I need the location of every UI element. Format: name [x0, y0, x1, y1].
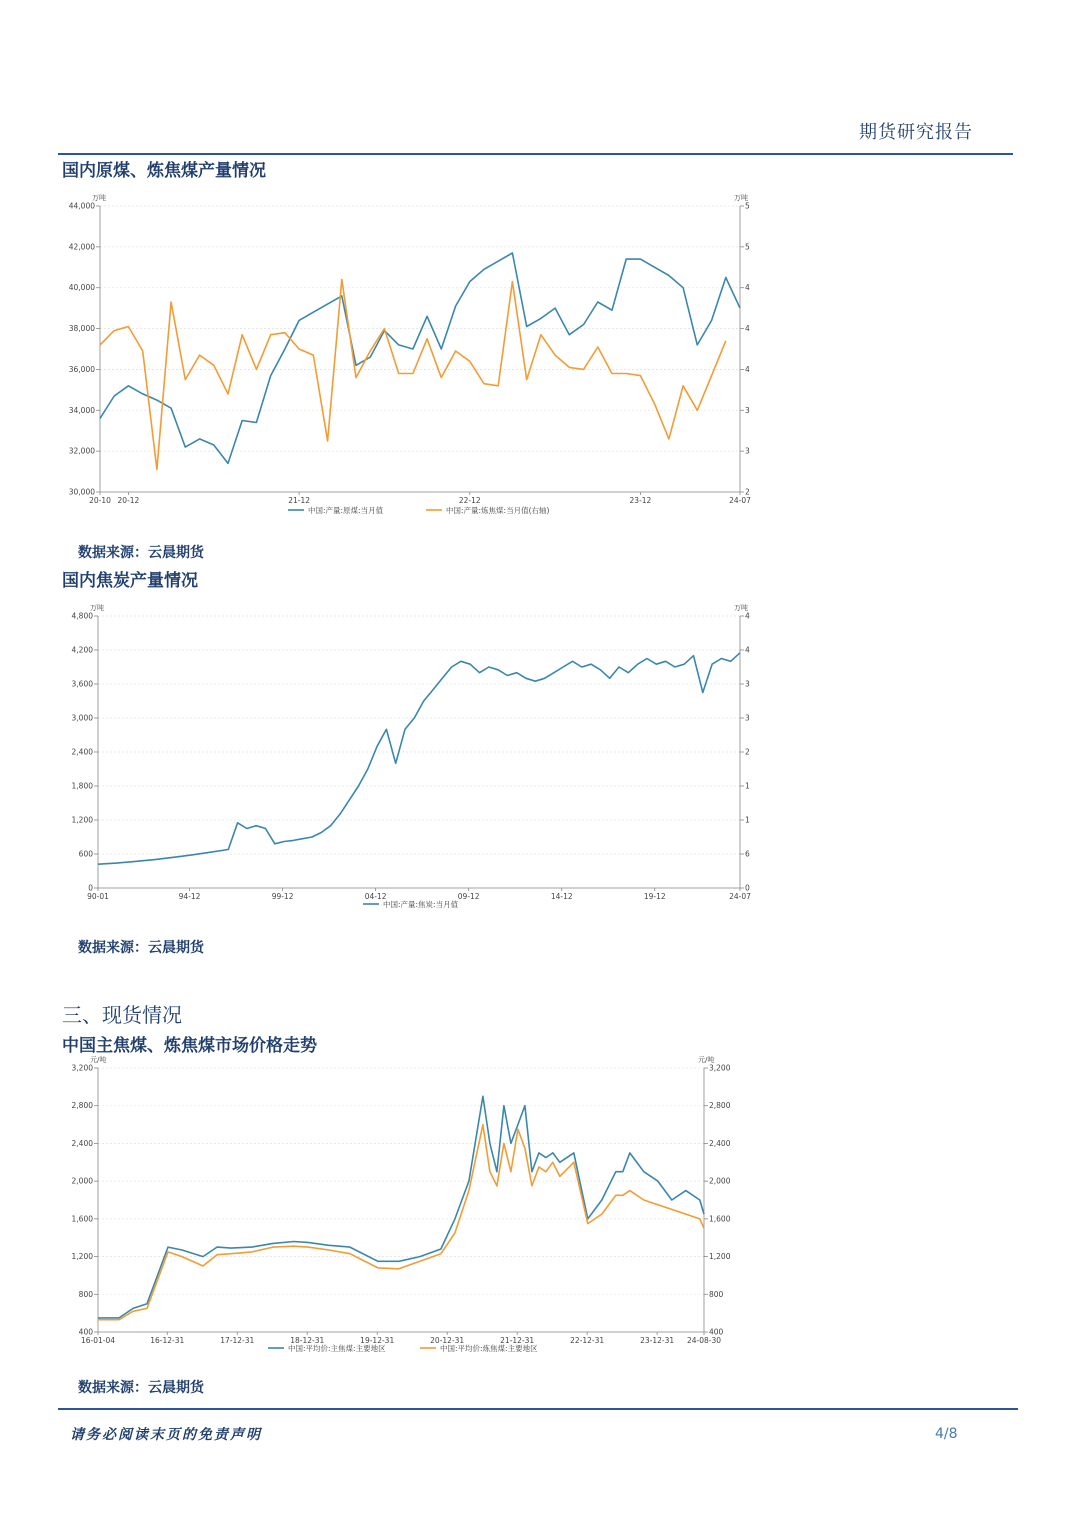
- disclaimer-note: 请务必阅读末页的免责声明: [70, 1427, 262, 1443]
- right-tick-label: 4: [745, 611, 750, 621]
- header-divider: [58, 153, 1013, 155]
- x-tick-label: 09-12: [457, 892, 480, 901]
- y-tick-label: 1,600: [71, 1214, 93, 1224]
- right-tick-label: 2,000: [709, 1176, 731, 1186]
- y-tick-label: 44,000: [68, 201, 95, 211]
- right-tick-label: 1,200: [709, 1252, 731, 1262]
- right-tick-label: 3: [745, 405, 750, 415]
- coal-price-chart: [58, 1053, 758, 1365]
- right-tick-label: 3: [745, 713, 750, 723]
- series-line: [98, 653, 740, 864]
- right-tick-label: 4: [745, 283, 750, 293]
- left-axis-unit: 元/吨: [90, 1056, 107, 1064]
- legend-label: 中国:平均价:炼焦煤:主要地区: [440, 1344, 538, 1353]
- y-tick-label: 2,000: [71, 1176, 93, 1186]
- chart3-source: 数据来源：云晨期货: [78, 1380, 204, 1396]
- x-tick-label: 21-12-31: [500, 1336, 535, 1345]
- x-tick-label: 19-12-31: [360, 1336, 395, 1345]
- right-tick-label: 0: [745, 883, 750, 893]
- y-tick-label: 42,000: [68, 242, 95, 252]
- right-tick-label: 4: [745, 364, 750, 374]
- x-tick-label: 19-12: [643, 892, 666, 901]
- right-tick-label: 400: [709, 1327, 724, 1337]
- x-tick-label: 23-12: [629, 496, 652, 505]
- x-tick-label: 20-12: [117, 496, 140, 505]
- y-tick-label: 40,000: [68, 283, 95, 293]
- legend-label: 中国:平均价:主焦煤:主要地区: [288, 1344, 386, 1353]
- y-tick-label: 0: [88, 883, 93, 893]
- x-tick-label: 16-12-31: [150, 1336, 185, 1345]
- right-tick-label: 2,400: [709, 1138, 731, 1148]
- left-axis-unit: 万吨: [92, 194, 106, 202]
- coke-output-chart: [58, 600, 758, 920]
- x-tick-label: 20-10: [89, 496, 111, 505]
- x-tick-label: 24-07: [729, 496, 751, 505]
- y-tick-label: 30,000: [68, 487, 95, 497]
- right-tick-label: 3,200: [709, 1063, 731, 1073]
- y-tick-label: 3,200: [71, 1063, 93, 1073]
- x-tick-label: 23-12-31: [640, 1336, 675, 1345]
- chart-svg: [58, 600, 758, 920]
- right-tick-label: 5: [745, 201, 750, 211]
- x-tick-label: 90-01: [87, 892, 109, 901]
- series-line: [100, 280, 726, 470]
- x-tick-label: 24-08-30: [686, 1336, 722, 1345]
- right-tick-label: 3: [745, 679, 750, 689]
- y-tick-label: 4,800: [71, 611, 93, 621]
- y-tick-label: 600: [78, 849, 93, 859]
- right-tick-label: 2,800: [709, 1101, 731, 1111]
- y-tick-label: 2,400: [71, 747, 93, 757]
- legend-label: 中国:产量:原煤:当月值: [308, 506, 384, 515]
- x-tick-label: 14-12: [550, 892, 573, 901]
- y-tick-label: 400: [78, 1327, 93, 1337]
- legend-label: 中国:产量:炼焦煤:当月值(右轴): [446, 506, 550, 515]
- right-tick-label: 3: [745, 446, 750, 456]
- y-tick-label: 1,800: [71, 781, 93, 791]
- x-tick-label: 21-12: [288, 496, 311, 505]
- series-line: [98, 1096, 704, 1318]
- y-tick-label: 2,800: [71, 1101, 93, 1111]
- right-tick-label: 1: [745, 815, 750, 825]
- chart2-source: 数据来源：云晨期货: [78, 940, 204, 956]
- right-tick-label: 4: [745, 324, 750, 334]
- y-tick-label: 800: [78, 1289, 93, 1299]
- footer-divider: [58, 1408, 1018, 1410]
- right-axis-unit: 元/吨: [698, 1056, 715, 1064]
- chart1-source: 数据来源：云晨期货: [78, 545, 204, 561]
- left-axis-unit: 万吨: [90, 604, 104, 612]
- right-tick-label: 5: [745, 242, 750, 252]
- y-tick-label: 3,600: [71, 679, 93, 689]
- x-tick-label: 18-12-31: [290, 1336, 325, 1345]
- right-tick-label: 4: [745, 645, 750, 655]
- y-tick-label: 2,400: [71, 1138, 93, 1148]
- y-tick-label: 34,000: [68, 405, 95, 415]
- x-tick-label: 04-12: [364, 892, 387, 901]
- x-tick-label: 99-12: [271, 892, 294, 901]
- legend-label: 中国:产量:焦炭:当月值: [383, 900, 459, 909]
- coal-output-chart: [58, 190, 758, 525]
- x-tick-label: 94-12: [178, 892, 201, 901]
- series-line: [98, 1125, 704, 1320]
- right-axis-unit: 万吨: [734, 604, 748, 612]
- y-tick-label: 1,200: [71, 1252, 93, 1262]
- x-tick-label: 22-12: [458, 496, 481, 505]
- page-number: 4/8: [935, 1426, 958, 1442]
- y-tick-label: 4,200: [71, 645, 93, 655]
- x-tick-label: 17-12-31: [220, 1336, 255, 1345]
- chart3-title: 中国主焦煤、炼焦煤市场价格走势: [62, 1036, 317, 1056]
- right-tick-label: 1,600: [709, 1214, 731, 1224]
- x-tick-label: 16-01-04: [80, 1336, 116, 1345]
- chart-svg: [58, 190, 758, 525]
- right-tick-label: 6: [745, 849, 750, 859]
- right-tick-label: 2: [745, 487, 750, 497]
- y-tick-label: 3,000: [71, 713, 93, 723]
- y-tick-label: 36,000: [68, 364, 95, 374]
- report-header-title: 期货研究报告: [859, 122, 973, 143]
- chart1-title: 国内原煤、炼焦煤产量情况: [62, 161, 266, 181]
- right-tick-label: 800: [709, 1289, 724, 1299]
- y-tick-label: 32,000: [68, 446, 95, 456]
- x-tick-label: 22-12-31: [570, 1336, 605, 1345]
- chart-svg: [58, 1053, 758, 1365]
- right-tick-label: 2: [745, 747, 750, 757]
- chart2-title: 国内焦炭产量情况: [62, 571, 198, 591]
- x-tick-label: 20-12-31: [430, 1336, 465, 1345]
- section-heading-spot: 三、现货情况: [62, 1003, 182, 1027]
- right-axis-unit: 万吨: [734, 194, 748, 202]
- x-tick-label: 24-07: [729, 892, 751, 901]
- y-tick-label: 1,200: [71, 815, 93, 825]
- right-tick-label: 1: [745, 781, 750, 791]
- y-tick-label: 38,000: [68, 324, 95, 334]
